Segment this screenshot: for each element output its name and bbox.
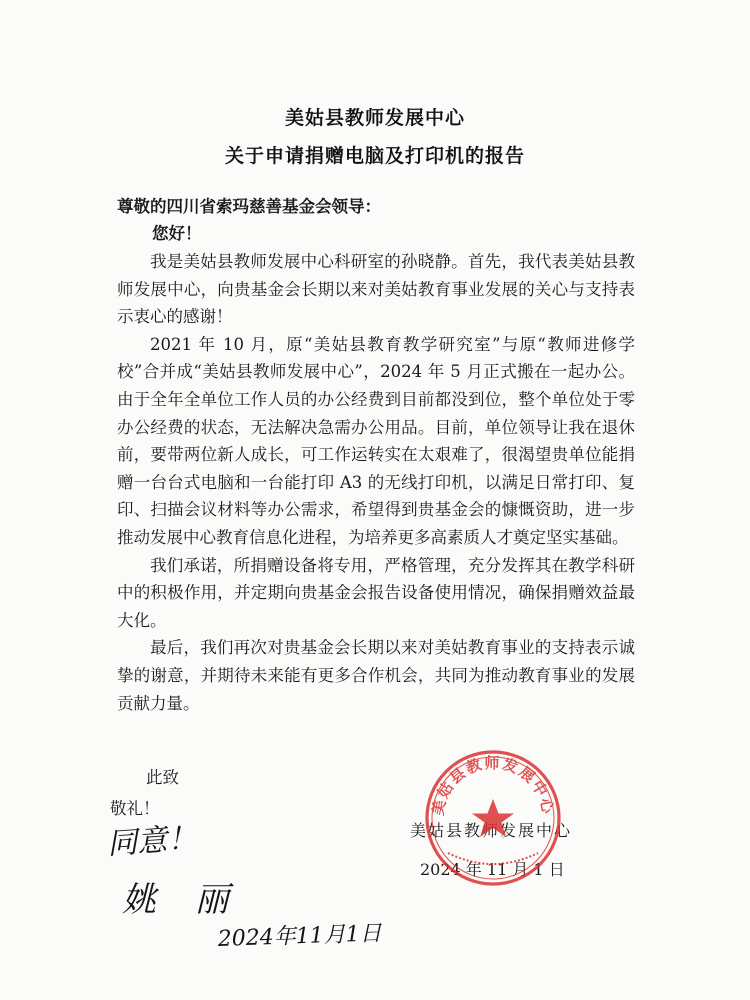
seal-text: 美姑县教师发展中心	[428, 753, 558, 817]
handwritten-signature-block	[100, 816, 383, 961]
handwritten-signature: 姚 丽	[122, 880, 243, 920]
handwritten-date: 2024年11月1日	[217, 921, 383, 952]
closing-line2: 敬礼！	[110, 799, 160, 818]
closing-line1: 此致	[146, 768, 179, 787]
greeting: 您好！	[152, 224, 202, 243]
sender-organization: 美姑县教师发展中心	[410, 821, 573, 840]
paragraph-thanks: 最后，我们再次对贵基金会长期以来对美姑教育事业的支持表示诚挚的谢意，并期待未来能有更多合作机会，共同为推动教育事业的发展贡献力量。	[117, 638, 635, 713]
official-seal	[422, 747, 564, 889]
letter-body	[117, 248, 635, 717]
document-date: 2024 年 11 月 1 日	[420, 860, 565, 879]
document-title-line2: 关于申请捐赠电脑及打印机的报告	[224, 145, 525, 167]
handwritten-approval: 同意！	[106, 820, 199, 862]
document-title-line1: 美姑县教师发展中心	[284, 107, 465, 129]
paragraph-commitment: 我们承诺，所捐赠设备将专用，严格管理，充分发挥其在教学科研中的积极作用，并定期向贵基金会报告设备使用情况，确保捐赠效益最大化。	[117, 555, 635, 630]
paragraph-request: 2021 年 10 月，原“美姑县教育教学研究室”与原“教师进修学校”合并成“美姑县教师发展中心”，2024 年 5 月正式搬在一起办公。由于全年全单位工作人员的办公经费到目前都没到位，整个单位处于零办公经费的状态，无法解决急需办公用品。目前，单位领导让我在退休前，要带两位新人成长，可工作运转实在太艰难了，很渴望贵单位能捐赠一台台式电脑和一台能打印 A3 的无线打印机，以满足日常打印、复印、扫描会议材料等办公需求，希望得到贵基金会的慷慨资助，进一步推动发展中心教育信息化进程，为培养更多高素质人才奠定坚实基础。	[117, 334, 635, 547]
salutation: 尊敬的四川省索玛慈善基金会领导：	[117, 197, 381, 216]
paragraph-intro: 我是美姑县教师发展中心科研室的孙晓静。首先，我代表美姑县教师发展中心，向贵基金会长期以来对美姑教育事业发展的关心与支持表示衷心的感谢！	[117, 252, 635, 327]
